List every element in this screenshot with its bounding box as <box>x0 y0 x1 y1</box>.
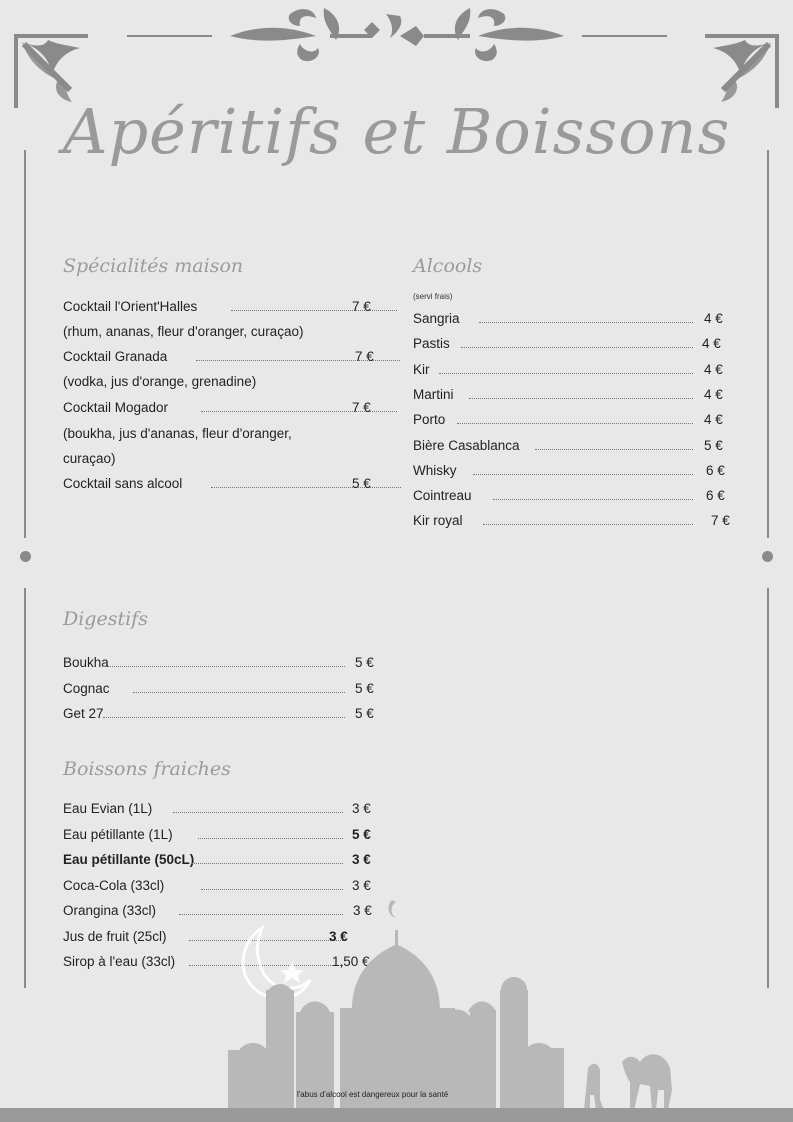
dot-leader <box>103 666 345 667</box>
dot-leader <box>535 449 693 450</box>
menu-item <box>63 827 393 847</box>
item-price: 5 € <box>355 706 374 721</box>
center-flourish <box>230 8 564 61</box>
item-price: 7 € <box>352 299 371 314</box>
item-name: Eau pétillante (50cL) <box>63 852 195 867</box>
item-price: 4 € <box>704 361 723 377</box>
item-name: Cocktail sans alcool <box>63 476 183 491</box>
item-price: 3 € <box>352 877 371 893</box>
menu-item <box>413 463 743 483</box>
dot-leader <box>461 347 693 348</box>
dot-leader <box>473 474 693 475</box>
dot-leader <box>198 838 343 839</box>
item-price: 7 € <box>355 349 374 364</box>
item-price: 4 € <box>702 336 721 352</box>
item-name: Whisky <box>413 462 457 478</box>
menu-item <box>413 387 743 407</box>
item-price: 3 € <box>352 852 371 867</box>
serving-note: (servi frais) <box>413 292 453 301</box>
item-name: Eau pétillante (1L) <box>63 826 173 842</box>
item-name: Cognac <box>63 680 110 696</box>
item-price: 5 € <box>352 826 371 842</box>
menu-item <box>63 349 383 369</box>
item-name: Cocktail l'Orient'Halles <box>63 299 198 314</box>
item-name: Kir <box>413 361 430 377</box>
dot-leader <box>483 524 693 525</box>
item-name: Jus de fruit (25cl) <box>63 928 167 944</box>
section-title-specialites: Spécialités maison <box>63 255 244 277</box>
health-warning: l'abus d'alcool est dangereux pour la santé <box>297 1090 449 1099</box>
item-name: Sangria <box>413 311 460 326</box>
item-price: 6 € <box>706 488 725 504</box>
mosque-silhouette <box>0 890 793 1110</box>
item-price: 5 € <box>352 476 371 491</box>
dot-leader <box>479 322 693 323</box>
frame-dot-left <box>20 551 31 562</box>
section-title-fraiches: Boissons fraiches <box>63 758 231 780</box>
menu-item <box>63 801 393 821</box>
dot-leader <box>493 499 693 500</box>
item-description: curaçao) <box>63 451 116 466</box>
item-name: Kir royal <box>413 513 463 529</box>
item-name: Porto <box>413 412 446 428</box>
menu-item <box>63 706 393 726</box>
dot-leader <box>211 487 401 488</box>
item-name: Cocktail Granada <box>63 349 168 364</box>
item-name: Eau Evian (1L) <box>63 801 153 816</box>
menu-item <box>413 438 743 458</box>
item-price: 4 € <box>704 412 723 428</box>
section-title-alcools: Alcools <box>413 255 483 277</box>
item-price: 5 € <box>355 655 374 670</box>
item-description: (boukha, jus d'ananas, fleur d'oranger, <box>63 426 292 441</box>
item-price: 3 € <box>329 928 348 944</box>
item-name: Coca-Cola (33cl) <box>63 877 165 893</box>
item-name: Pastis <box>413 336 450 352</box>
dot-leader <box>469 398 693 399</box>
item-price: 3 € <box>353 903 372 918</box>
menu-item <box>413 362 743 382</box>
dot-leader <box>231 310 397 311</box>
dot-leader <box>439 373 693 374</box>
menu-item <box>63 476 383 496</box>
item-name: Bière Casablanca <box>413 437 520 453</box>
item-price: 4 € <box>704 311 723 326</box>
item-price: 6 € <box>706 462 725 478</box>
frame-dot-right <box>762 551 773 562</box>
dot-leader <box>457 423 693 424</box>
item-description: (vodka, jus d'orange, grenadine) <box>63 374 257 389</box>
dot-leader <box>103 717 345 718</box>
bottom-band <box>0 1108 793 1122</box>
frame-right-top <box>767 150 769 538</box>
menu-item <box>63 655 393 675</box>
menu-item <box>63 852 393 872</box>
item-name: Martini <box>413 386 454 402</box>
item-price: 5 € <box>704 437 723 453</box>
item-price: 7 € <box>352 400 371 415</box>
menu-item <box>413 488 743 508</box>
menu-item <box>413 412 743 432</box>
page-title: Apéritifs et Boissons <box>62 95 731 168</box>
item-price: 7 € <box>711 513 730 529</box>
item-name: Boukha <box>63 655 109 670</box>
item-price: 3 € <box>352 801 371 816</box>
menu-item <box>413 336 743 356</box>
frame-left-top <box>24 150 26 538</box>
dot-leader <box>173 812 343 813</box>
item-description: (rhum, ananas, fleur d'oranger, curaçao) <box>63 324 304 339</box>
item-name: Orangina (33cl) <box>63 903 157 918</box>
dot-leader <box>133 692 345 693</box>
item-name: Cointreau <box>413 488 472 504</box>
menu-item <box>63 400 383 420</box>
dot-leader <box>191 863 343 864</box>
item-price: 1,50 € <box>332 954 370 969</box>
item-name: Cocktail Mogador <box>63 400 169 415</box>
menu-item <box>413 311 743 331</box>
menu-item <box>63 681 393 701</box>
item-name: Sirop à l'eau (33cl) <box>63 954 176 969</box>
section-title-digestifs: Digestifs <box>63 608 148 630</box>
item-price: 5 € <box>355 680 374 696</box>
item-name: Get 27 <box>63 706 104 721</box>
menu-item <box>413 513 743 533</box>
menu-item <box>63 299 383 319</box>
item-price: 4 € <box>704 386 723 402</box>
